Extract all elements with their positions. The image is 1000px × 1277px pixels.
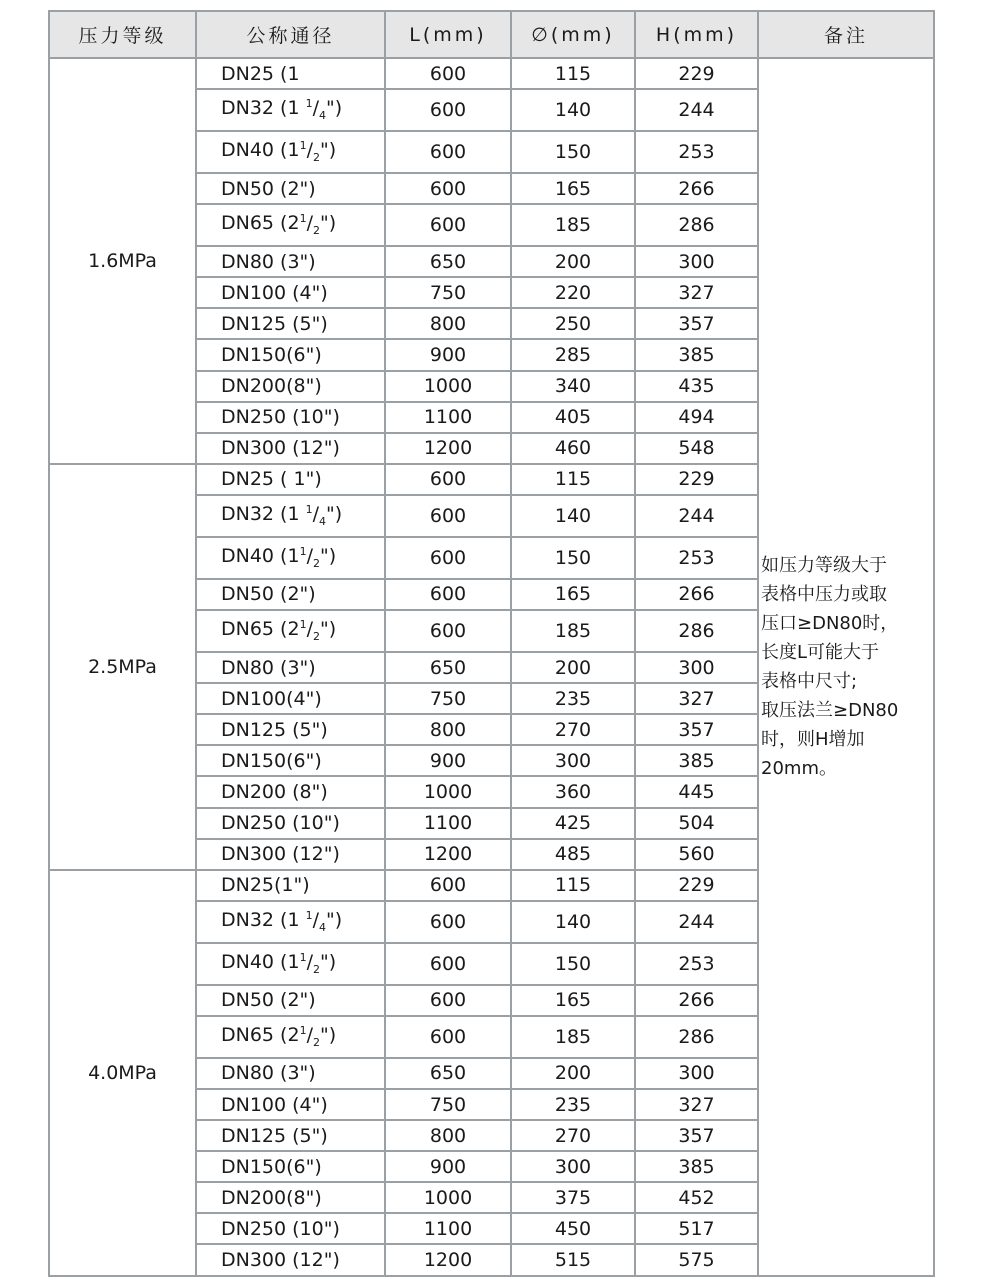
length-cell: 600 xyxy=(385,495,511,537)
nominal-diameter-cell xyxy=(196,714,385,745)
fraction xyxy=(299,544,320,570)
height-cell: 244 xyxy=(635,495,758,537)
fraction-numerator: 1 xyxy=(299,139,307,153)
nominal-diameter-cell xyxy=(196,1016,385,1058)
height-cell: 253 xyxy=(635,131,758,173)
pressure-class-cell: 4.0MPa xyxy=(49,870,196,1276)
diameter-cell: 460 xyxy=(511,433,635,464)
nominal-diameter-cell xyxy=(196,943,385,985)
dn-text: DN25 (1 xyxy=(221,62,300,85)
dn-text-suffix: ") xyxy=(326,908,343,931)
diameter-cell: 450 xyxy=(511,1213,635,1244)
diameter-cell: 375 xyxy=(511,1182,635,1213)
table-header-row xyxy=(49,11,934,58)
header-length: L(mm) xyxy=(385,11,511,58)
header-nominal-diameter: 公称通径 xyxy=(196,11,385,58)
dn-text: DN65 (2 xyxy=(221,1023,300,1046)
length-cell: 1200 xyxy=(385,1244,511,1275)
height-cell: 357 xyxy=(635,1120,758,1151)
fraction-denominator: 2 xyxy=(312,1035,320,1049)
fraction xyxy=(299,212,320,238)
nominal-diameter-cell xyxy=(196,776,385,807)
length-cell: 800 xyxy=(385,714,511,745)
length-cell: 800 xyxy=(385,308,511,339)
diameter-cell: 200 xyxy=(511,652,635,683)
height-cell: 385 xyxy=(635,1151,758,1182)
nominal-diameter-cell xyxy=(196,371,385,402)
diameter-cell: 200 xyxy=(511,1058,635,1089)
fraction-slash: / xyxy=(306,139,313,162)
length-cell: 650 xyxy=(385,246,511,277)
header-diameter: ∅(mm) xyxy=(511,11,635,58)
header-pressure-class: 压力等级 xyxy=(49,11,196,58)
table-row xyxy=(49,58,934,89)
fraction-slash: / xyxy=(306,1023,313,1046)
nominal-diameter-cell xyxy=(196,464,385,495)
fraction xyxy=(299,139,320,165)
dn-text-suffix: ") xyxy=(319,618,337,641)
dn-text: DN150(6") xyxy=(221,749,322,772)
length-cell: 600 xyxy=(385,131,511,173)
height-cell: 244 xyxy=(635,89,758,131)
height-cell: 300 xyxy=(635,246,758,277)
height-cell: 253 xyxy=(635,943,758,985)
diameter-cell: 405 xyxy=(511,402,635,433)
nominal-diameter-cell xyxy=(196,89,385,131)
dn-text-suffix: ") xyxy=(319,544,337,567)
dn-text: DN80 (3") xyxy=(221,250,316,273)
diameter-cell: 140 xyxy=(511,495,635,537)
length-cell: 750 xyxy=(385,1089,511,1120)
fraction-denominator: 4 xyxy=(319,514,327,528)
dn-text: DN40 (1 xyxy=(221,139,300,162)
length-cell: 600 xyxy=(385,537,511,579)
fraction-denominator: 2 xyxy=(312,224,320,238)
height-cell: 300 xyxy=(635,1058,758,1089)
nominal-diameter-cell xyxy=(196,495,385,537)
length-cell: 600 xyxy=(385,901,511,943)
fraction-slash: / xyxy=(306,212,313,235)
height-cell: 445 xyxy=(635,776,758,807)
height-cell: 385 xyxy=(635,339,758,370)
nominal-diameter-cell xyxy=(196,610,385,652)
diameter-cell: 300 xyxy=(511,1151,635,1182)
fraction-denominator: 2 xyxy=(312,962,320,976)
dn-text: DN300 (12") xyxy=(221,843,340,866)
diameter-cell: 140 xyxy=(511,901,635,943)
length-cell: 600 xyxy=(385,173,511,204)
height-cell: 229 xyxy=(635,870,758,901)
height-cell: 286 xyxy=(635,610,758,652)
nominal-diameter-cell xyxy=(196,652,385,683)
dn-text: DN300 (12") xyxy=(221,1248,340,1271)
height-cell: 327 xyxy=(635,277,758,308)
length-cell: 750 xyxy=(385,277,511,308)
nominal-diameter-cell xyxy=(196,402,385,433)
nominal-diameter-cell xyxy=(196,808,385,839)
diameter-cell: 115 xyxy=(511,870,635,901)
dn-text: DN25(1") xyxy=(221,874,310,897)
length-cell: 600 xyxy=(385,464,511,495)
nominal-diameter-cell xyxy=(196,131,385,173)
length-cell: 600 xyxy=(385,58,511,89)
diameter-cell: 300 xyxy=(511,745,635,776)
length-cell: 600 xyxy=(385,204,511,246)
length-cell: 1100 xyxy=(385,808,511,839)
height-cell: 357 xyxy=(635,714,758,745)
length-cell: 1200 xyxy=(385,839,511,870)
diameter-cell: 185 xyxy=(511,1016,635,1058)
fraction-slash: / xyxy=(312,908,320,931)
fraction xyxy=(299,1023,320,1049)
diameter-cell: 220 xyxy=(511,277,635,308)
nominal-diameter-cell xyxy=(196,1058,385,1089)
fraction-slash: / xyxy=(306,950,313,973)
dn-text: DN65 (2 xyxy=(221,212,300,235)
nominal-diameter-cell xyxy=(196,58,385,89)
height-cell: 266 xyxy=(635,985,758,1016)
dn-text-suffix: ") xyxy=(326,502,343,525)
fraction-slash: / xyxy=(306,618,313,641)
fraction-denominator: 4 xyxy=(319,920,327,934)
height-cell: 286 xyxy=(635,204,758,246)
nominal-diameter-cell xyxy=(196,1182,385,1213)
nominal-diameter-cell xyxy=(196,839,385,870)
diameter-cell: 165 xyxy=(511,985,635,1016)
diameter-cell: 200 xyxy=(511,246,635,277)
length-cell: 900 xyxy=(385,1151,511,1182)
dn-text: DN125 (5") xyxy=(221,718,328,741)
fraction-numerator: 1 xyxy=(305,97,313,111)
diameter-cell: 235 xyxy=(511,683,635,714)
dn-text: DN65 (2 xyxy=(221,618,300,641)
dimension-table xyxy=(48,10,935,1277)
header-height: H(mm) xyxy=(635,11,758,58)
nominal-diameter-cell xyxy=(196,1244,385,1275)
diameter-cell: 150 xyxy=(511,537,635,579)
height-cell: 548 xyxy=(635,433,758,464)
diameter-cell: 360 xyxy=(511,776,635,807)
height-cell: 385 xyxy=(635,745,758,776)
height-cell: 560 xyxy=(635,839,758,870)
length-cell: 750 xyxy=(385,683,511,714)
length-cell: 600 xyxy=(385,579,511,610)
diameter-cell: 185 xyxy=(511,610,635,652)
dn-text: DN250 (10") xyxy=(221,406,340,429)
height-cell: 253 xyxy=(635,537,758,579)
nominal-diameter-cell xyxy=(196,579,385,610)
dn-text: DN150(6") xyxy=(221,1155,322,1178)
diameter-cell: 425 xyxy=(511,808,635,839)
nominal-diameter-cell xyxy=(196,870,385,901)
dn-text: DN40 (1 xyxy=(221,544,300,567)
dn-text: DN32 (1 xyxy=(221,97,306,120)
fraction-numerator: 1 xyxy=(299,544,307,558)
dn-text-suffix: ") xyxy=(326,97,343,120)
dn-text: DN40 (1 xyxy=(221,950,300,973)
fraction-denominator: 2 xyxy=(312,630,320,644)
length-cell: 1000 xyxy=(385,1182,511,1213)
fraction-numerator: 1 xyxy=(299,1023,307,1037)
height-cell: 286 xyxy=(635,1016,758,1058)
dn-text: DN250 (10") xyxy=(221,812,340,835)
length-cell: 900 xyxy=(385,745,511,776)
nominal-diameter-cell xyxy=(196,204,385,246)
height-cell: 229 xyxy=(635,464,758,495)
diameter-cell: 270 xyxy=(511,714,635,745)
fraction xyxy=(305,97,327,123)
length-cell: 800 xyxy=(385,1120,511,1151)
diameter-cell: 485 xyxy=(511,839,635,870)
diameter-cell: 165 xyxy=(511,579,635,610)
length-cell: 600 xyxy=(385,89,511,131)
length-cell: 600 xyxy=(385,870,511,901)
remark-line: 表格中尺寸; xyxy=(761,670,858,692)
nominal-diameter-cell xyxy=(196,1120,385,1151)
remark-line: 时，则H增加 xyxy=(761,728,865,750)
diameter-cell: 185 xyxy=(511,204,635,246)
fraction-slash: / xyxy=(306,544,313,567)
fraction-slash: / xyxy=(312,502,320,525)
fraction-denominator: 4 xyxy=(319,109,327,123)
fraction-numerator: 1 xyxy=(305,908,313,922)
remark-line: 如压力等级大于 xyxy=(761,554,887,576)
nominal-diameter-cell xyxy=(196,277,385,308)
nominal-diameter-cell xyxy=(196,745,385,776)
pressure-class-cell: 1.6MPa xyxy=(49,58,196,464)
dn-text: DN32 (1 xyxy=(221,502,306,525)
diameter-cell: 285 xyxy=(511,339,635,370)
length-cell: 900 xyxy=(385,339,511,370)
diameter-cell: 270 xyxy=(511,1120,635,1151)
diameter-cell: 140 xyxy=(511,89,635,131)
dn-text: DN50 (2") xyxy=(221,989,316,1012)
dn-text: DN200(8") xyxy=(221,1186,322,1209)
length-cell: 600 xyxy=(385,1016,511,1058)
dn-text: DN100 (4") xyxy=(221,281,328,304)
dn-text: DN32 (1 xyxy=(221,908,306,931)
height-cell: 327 xyxy=(635,1089,758,1120)
height-cell: 517 xyxy=(635,1213,758,1244)
nominal-diameter-cell xyxy=(196,433,385,464)
fraction-slash: / xyxy=(312,97,320,120)
height-cell: 494 xyxy=(635,402,758,433)
dn-text: DN125 (5") xyxy=(221,1124,328,1147)
length-cell: 1100 xyxy=(385,402,511,433)
dn-text: DN200(8") xyxy=(221,375,322,398)
remark-line: 表格中压力或取 xyxy=(761,583,887,605)
diameter-cell: 115 xyxy=(511,464,635,495)
diameter-cell: 150 xyxy=(511,131,635,173)
pressure-class-cell: 2.5MPa xyxy=(49,464,196,870)
fraction-numerator: 1 xyxy=(305,502,313,516)
length-cell: 1200 xyxy=(385,433,511,464)
dn-text: DN50 (2") xyxy=(221,177,316,200)
dn-text: DN80 (3") xyxy=(221,1062,316,1085)
height-cell: 435 xyxy=(635,371,758,402)
height-cell: 504 xyxy=(635,808,758,839)
dn-text: DN300 (12") xyxy=(221,437,340,460)
dn-text: DN100 (4") xyxy=(221,1093,328,1116)
height-cell: 452 xyxy=(635,1182,758,1213)
dn-text-suffix: ") xyxy=(319,1023,337,1046)
dn-text: DN100(4") xyxy=(221,687,322,710)
nominal-diameter-cell xyxy=(196,173,385,204)
length-cell: 600 xyxy=(385,610,511,652)
table-body xyxy=(49,58,934,1276)
fraction xyxy=(305,502,327,528)
nominal-diameter-cell xyxy=(196,308,385,339)
nominal-diameter-cell xyxy=(196,339,385,370)
fraction xyxy=(305,908,327,934)
dn-text: DN50 (2") xyxy=(221,583,316,606)
length-cell: 1000 xyxy=(385,776,511,807)
nominal-diameter-cell xyxy=(196,537,385,579)
nominal-diameter-cell xyxy=(196,985,385,1016)
diameter-cell: 340 xyxy=(511,371,635,402)
nominal-diameter-cell xyxy=(196,901,385,943)
length-cell: 650 xyxy=(385,1058,511,1089)
diameter-cell: 515 xyxy=(511,1244,635,1275)
height-cell: 229 xyxy=(635,58,758,89)
nominal-diameter-cell xyxy=(196,246,385,277)
dn-text: DN200 (8") xyxy=(221,780,328,803)
dn-text: DN150(6") xyxy=(221,344,322,367)
height-cell: 357 xyxy=(635,308,758,339)
height-cell: 266 xyxy=(635,579,758,610)
diameter-cell: 115 xyxy=(511,58,635,89)
dn-text: DN25 ( 1") xyxy=(221,468,322,491)
length-cell: 1100 xyxy=(385,1213,511,1244)
header-remarks: 备注 xyxy=(758,11,934,58)
height-cell: 300 xyxy=(635,652,758,683)
fraction-numerator: 1 xyxy=(299,618,307,632)
diameter-cell: 250 xyxy=(511,308,635,339)
dn-text-suffix: ") xyxy=(319,212,337,235)
fraction-numerator: 1 xyxy=(299,950,307,964)
fraction xyxy=(299,618,320,644)
dn-text: DN80 (3") xyxy=(221,656,316,679)
height-cell: 244 xyxy=(635,901,758,943)
dn-text: DN125 (5") xyxy=(221,312,328,335)
diameter-cell: 235 xyxy=(511,1089,635,1120)
dn-text-suffix: ") xyxy=(319,950,337,973)
length-cell: 1000 xyxy=(385,371,511,402)
remarks-cell xyxy=(758,58,934,1276)
remark-line: 压口≥DN80时， xyxy=(761,612,899,634)
fraction-denominator: 2 xyxy=(312,151,320,165)
nominal-diameter-cell xyxy=(196,1151,385,1182)
nominal-diameter-cell xyxy=(196,1213,385,1244)
dn-text: DN250 (10") xyxy=(221,1217,340,1240)
height-cell: 575 xyxy=(635,1244,758,1275)
fraction-numerator: 1 xyxy=(299,212,307,226)
dn-text-suffix: ") xyxy=(319,139,337,162)
remark-line: 取压法兰≥DN80 xyxy=(761,699,899,721)
diameter-cell: 165 xyxy=(511,173,635,204)
length-cell: 600 xyxy=(385,985,511,1016)
diameter-cell: 150 xyxy=(511,943,635,985)
remark-line: 20mm。 xyxy=(761,757,837,779)
length-cell: 650 xyxy=(385,652,511,683)
remark-line: 长度L可能大于 xyxy=(761,641,880,663)
fraction-denominator: 2 xyxy=(312,556,320,570)
length-cell: 600 xyxy=(385,943,511,985)
nominal-diameter-cell xyxy=(196,683,385,714)
height-cell: 266 xyxy=(635,173,758,204)
fraction xyxy=(299,950,320,976)
height-cell: 327 xyxy=(635,683,758,714)
nominal-diameter-cell xyxy=(196,1089,385,1120)
